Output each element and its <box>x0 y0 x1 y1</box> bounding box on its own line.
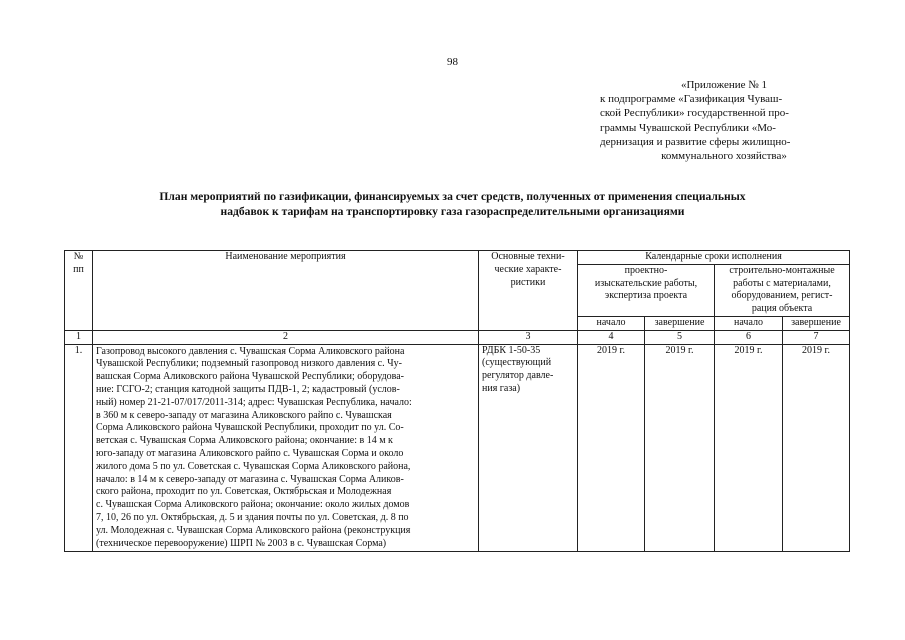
column-number: 1 <box>65 330 93 344</box>
description-line: жилого дома 5 по ул. Советская с. Чувашская Сорма Аликовского района, <box>96 460 411 472</box>
description-line: Газопровод высокого давления с. Чувашская Сорма Аликовского района <box>96 345 405 357</box>
specs-line: ния газа) <box>482 382 521 394</box>
column-number: 6 <box>715 330 783 344</box>
header-number <box>65 251 93 331</box>
header-design-start: начало <box>578 316 645 330</box>
description-line: ние: ГСГО-2; станция катодной защиты ПДВ-1, 2; кадастровый (услов- <box>96 383 400 395</box>
column-number: 2 <box>93 330 479 344</box>
header-calendar: Календарные сроки исполнения <box>578 251 850 265</box>
header-design-works <box>578 264 715 316</box>
header-number-line: № <box>73 251 84 262</box>
title-line: надбавок к тарифам на транспортировку газа газораспределительными организациями <box>220 204 685 218</box>
header-design-line: экспертиза проекта <box>604 290 688 302</box>
specs-line: (существующий <box>482 357 552 369</box>
column-number-row <box>65 330 850 344</box>
appendix-line: к подпрограмме «Газификация Чуваш- <box>600 93 783 106</box>
description-line: Сорма Аликовского района Чувашской Республики, проходит по ул. Со- <box>96 422 404 434</box>
description-line: ул. Молодежная с. Чувашская Сорма Аликовского района (реконструкция <box>96 524 411 536</box>
description-line: ный) номер 21-21-07/017/2011-314; адрес: Чувашская Республика, начало: <box>96 396 412 408</box>
appendix-heading: «Приложение № 1 <box>680 79 768 91</box>
description-line: 7, 10, 26 по ул. Октябрьская, д. 5 и здания почты по ул. Советская, д. 8 по <box>96 511 409 523</box>
header-construction-line: строительно-монтажные <box>729 264 835 276</box>
header-design-line: изыскательские работы, <box>594 277 698 289</box>
header-specs-line: Основные техни- <box>491 251 565 262</box>
header-construction-start: начало <box>715 316 783 330</box>
design-start-date: 2019 г. <box>578 344 645 552</box>
page-number: 98 <box>447 56 458 68</box>
description-line: ского района, проходит по ул. Советская, Октябрьская и Молодежная <box>96 486 392 498</box>
column-number: 3 <box>479 330 578 344</box>
appendix-line: ской Республики» государственной про- <box>600 107 789 120</box>
column-number: 4 <box>578 330 645 344</box>
header-number-line: пп <box>73 263 84 275</box>
construction-start-date: 2019 г. <box>715 344 783 552</box>
header-specs-line: ческие характе- <box>494 263 562 275</box>
row-number: 1. <box>65 344 93 552</box>
appendix-line: граммы Чувашской Республики «Мо- <box>600 121 776 134</box>
title-line: План мероприятий по газификации, финансируемых за счет средств, полученных от применения специальных <box>159 190 746 203</box>
header-construction-line: рация объекта <box>751 303 813 315</box>
description-line: начало: в 14 м к северо-западу от магазина с. Чувашская Сорма Аликов- <box>96 473 404 485</box>
specs-line: РДБК 1-50-35 <box>482 344 541 356</box>
description-line: в 360 м к северо-западу от магазина Аликовского райпо с. Чувашская <box>96 409 392 421</box>
column-number: 5 <box>645 330 715 344</box>
header-specs-line: ристики <box>510 276 546 288</box>
activities-table <box>64 250 850 552</box>
description-line: ветская с. Чувашская Сорма Аликовского района; окончание: в 14 м к <box>96 435 393 447</box>
construction-end-date: 2019 г. <box>783 344 850 552</box>
header-design-end: завершение <box>645 316 715 330</box>
specs-line: регулятор давле- <box>482 370 554 382</box>
description-line: Чувашской Республики; подземный газопровод низкого давления с. Чу- <box>96 358 402 370</box>
description-line: (техническое перевооружение) ШРП № 2003 в с. Чувашская Сорма) <box>96 537 387 549</box>
header-construction-line: оборудованием, регист- <box>731 290 833 302</box>
description-line: вашская Сорма Аликовского района Чувашской Республики; оборудова- <box>96 371 405 383</box>
header-design-line: проектно- <box>624 264 668 276</box>
document-title <box>70 190 835 219</box>
activity-description <box>93 344 479 552</box>
appendix-line: дернизация и развитие сферы жилищно- <box>600 135 791 148</box>
technical-specs <box>479 344 578 552</box>
header-specs <box>479 251 578 331</box>
header-construction-end: завершение <box>783 316 850 330</box>
header-construction-line: работы с материалами, <box>733 277 831 289</box>
table-row <box>65 344 850 552</box>
design-end-date: 2019 г. <box>645 344 715 552</box>
column-number: 7 <box>783 330 850 344</box>
header-construction-works <box>715 264 850 316</box>
header-name: Наименование мероприятия <box>93 251 479 331</box>
description-line: с. Чувашская Сорма Аликовского района; окончание: около жилых домов <box>96 499 410 511</box>
description-line: юго-западу от магазина Аликовского райпо с. Чувашская Сорма и около <box>96 447 404 459</box>
appendix-note <box>600 78 848 163</box>
appendix-line: коммунального хозяйства» <box>661 150 787 163</box>
